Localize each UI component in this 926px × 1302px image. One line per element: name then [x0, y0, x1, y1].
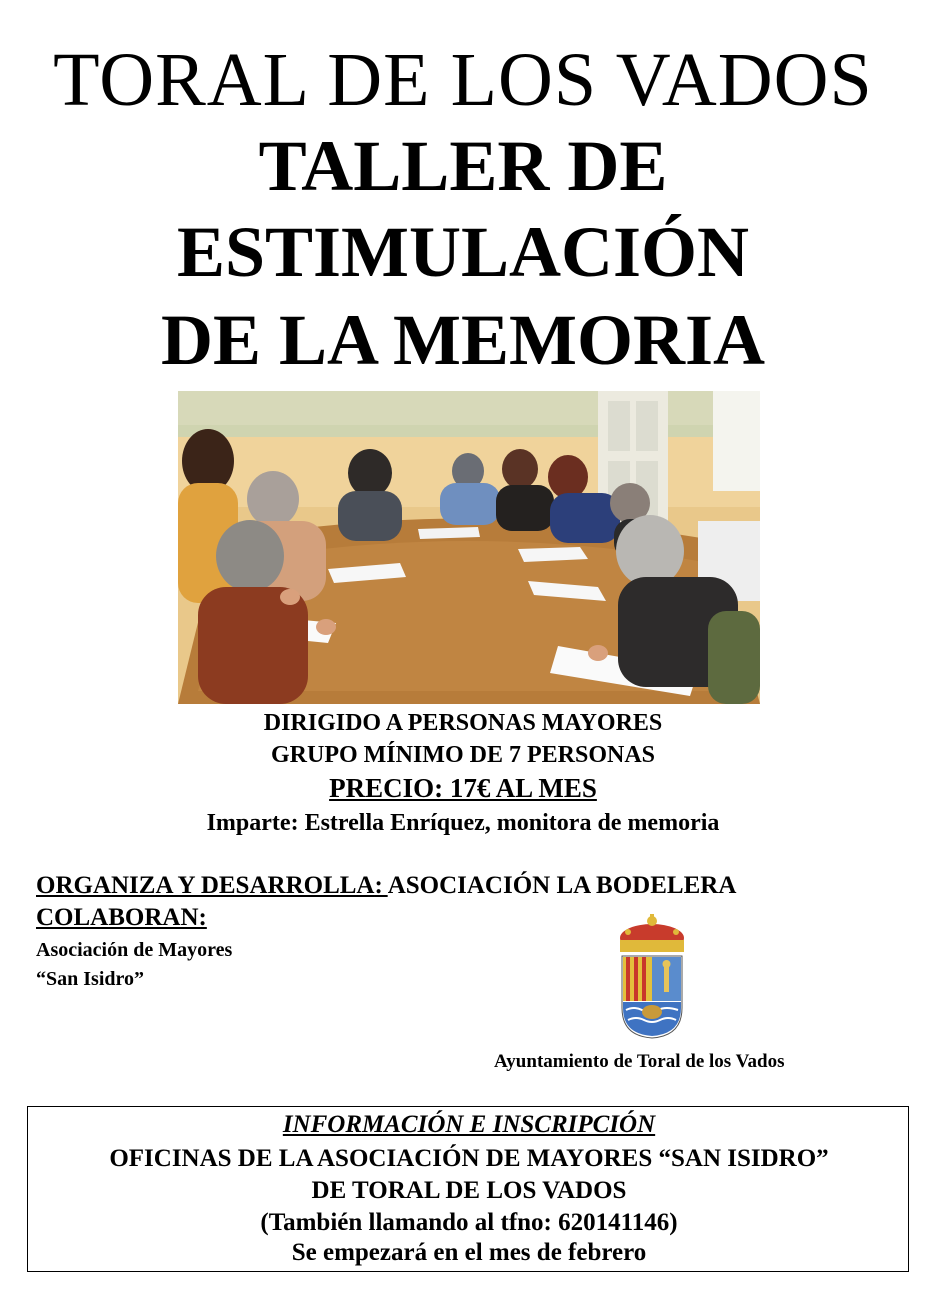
- info-box: [27, 1106, 909, 1272]
- info-line-3: (También llamando al tfno: 620141146): [260, 1209, 678, 1236]
- organizer-label: ORGANIZA Y DESARROLLA: [36, 872, 375, 899]
- collaborator-line-1: Asociación de Mayores: [36, 939, 233, 961]
- organizer-line: [36, 870, 736, 902]
- collaborators-label: COLABORAN:: [36, 904, 207, 931]
- organizer-value: ASOCIACIÓN LA BODELERA: [387, 872, 737, 899]
- info-line-2: DE TORAL DE LOS VADOS: [311, 1177, 627, 1204]
- council-caption: Ayuntamiento de Toral de los Vados: [494, 1051, 785, 1072]
- collaborator-name: [36, 936, 232, 994]
- town-name: TORAL DE LOS VADOS: [53, 38, 873, 122]
- workshop-title-line-2: ESTIMULACIÓN: [176, 212, 750, 292]
- organizer-separator: :: [374, 872, 388, 899]
- info-line-1: OFICINAS DE LA ASOCIACIÓN DE MAYORES “SAN ISIDRO”: [109, 1145, 829, 1172]
- workshop-title-line-1: TALLER DE: [258, 126, 668, 206]
- teacher-line: Imparte: Estrella Enríquez, monitora de memoria: [206, 810, 720, 836]
- workshop-photo: [178, 391, 760, 704]
- audience-line: DIRIGIDO A PERSONAS MAYORES: [263, 710, 663, 736]
- collaborator-line-2: “San Isidro”: [36, 968, 145, 990]
- price-line: PRECIO: 17€ AL MES: [329, 773, 597, 803]
- info-line-4: Se empezará en el mes de febrero: [291, 1239, 647, 1266]
- info-heading: INFORMACIÓN E INSCRIPCIÓN: [282, 1111, 656, 1138]
- workshop-title-line-3: DE LA MEMORIA: [160, 300, 766, 380]
- group-line: GRUPO MÍNIMO DE 7 PERSONAS: [270, 742, 655, 768]
- council-crest-icon: [612, 912, 692, 1042]
